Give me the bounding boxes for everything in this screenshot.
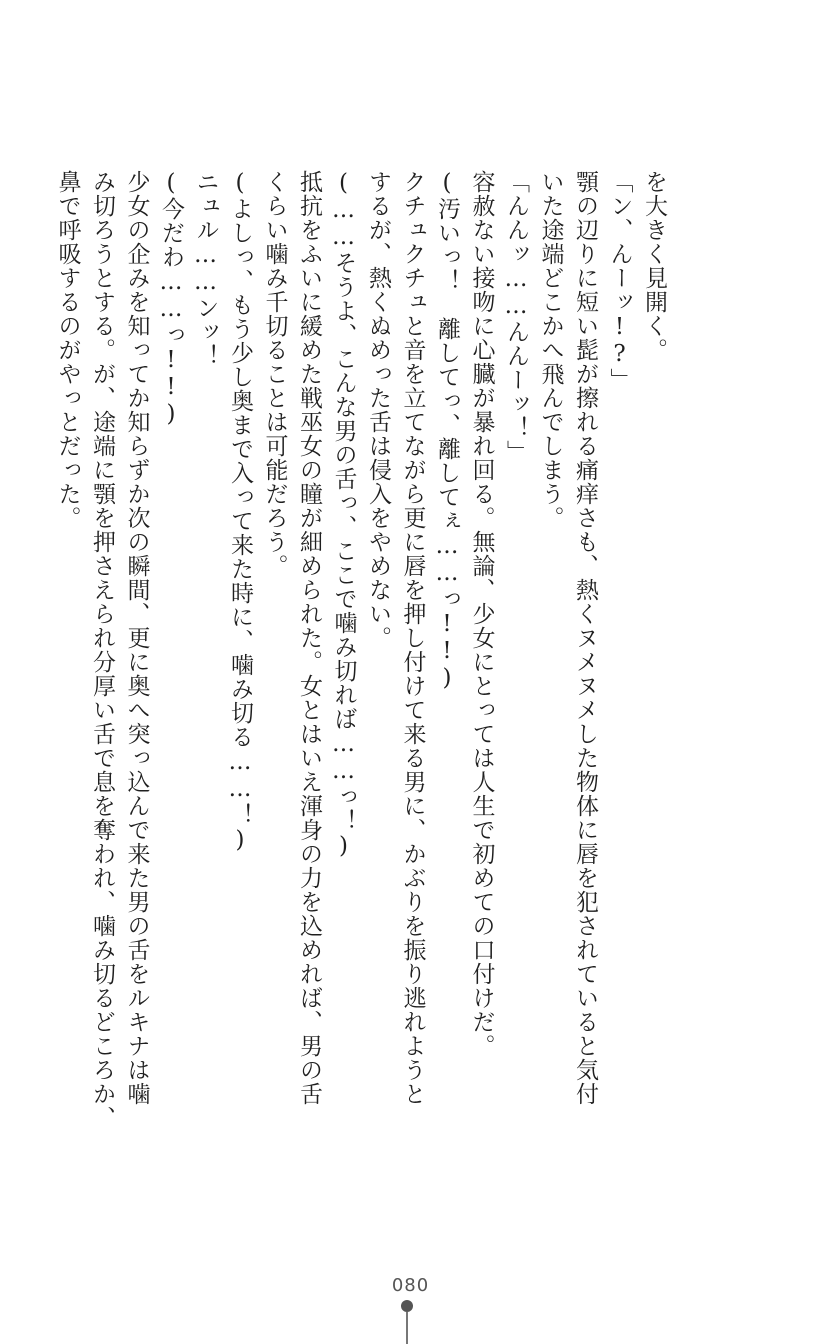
text-line: を大きく見開く。 (641, 170, 667, 362)
text-line: (よしっ、もう少し奥まで入って来た時に、噛み切る……！) (227, 170, 253, 854)
text-line: 顎の辺りに短い髭が擦れる痛痒さも、熱くヌメヌメした物体に唇を犯されていると気付 (572, 170, 598, 1106)
text-line: くらい噛み千切ることは可能だろう。 (261, 170, 288, 578)
text-line: 鼻で呼吸するのがやっとだった。 (54, 170, 81, 530)
body-text (54, 170, 671, 1130)
text-line: (今だわ……っ!!) (158, 170, 184, 428)
page-marker-dot (401, 1300, 413, 1312)
page-marker-line (406, 1312, 408, 1344)
text-line: クチュクチュと音を立てながら更に唇を押し付けて来る男に、かぶりを振り逃れようと (399, 170, 426, 1106)
text-line: ニュル……ンッ！ (192, 170, 219, 368)
text-line: (……そうよ、こんな男の舌っ、ここで噛み切れば……っ！) (330, 170, 357, 860)
text-line: 「んんッ……んんーッ！」 (503, 170, 529, 464)
text-line: (汚いっ！ 離してっ、離してぇ……っ!!) (434, 170, 460, 692)
text-line: 容赦ない接吻に心臓が暴れ回る。無論、少女にとっては人生で初めての口付けだ。 (468, 170, 495, 1058)
text-line: するが、熱くぬめった舌は侵入をやめない。 (365, 170, 391, 650)
text-line: み切ろうとする。が、途端に顎を押さえられ分厚い舌で息を奪われ、噛み切るどころか、 (89, 170, 115, 1130)
text-line: 抵抗をふいに緩めた戦巫女の瞳が細められた。女とはいえ渾身の力を込めれば、男の舌 (296, 170, 322, 1106)
page-number: 080 (391, 1275, 430, 1296)
text-line: 少女の企みを知ってか知らずか次の瞬間、更に奥へ突っ込んで来た男の舌をルキナは噛 (123, 170, 150, 1106)
text-line: いた途端どこかへ飛んでしまう。 (537, 170, 564, 530)
text-line: 「ン、んーッ!?」 (606, 170, 633, 392)
